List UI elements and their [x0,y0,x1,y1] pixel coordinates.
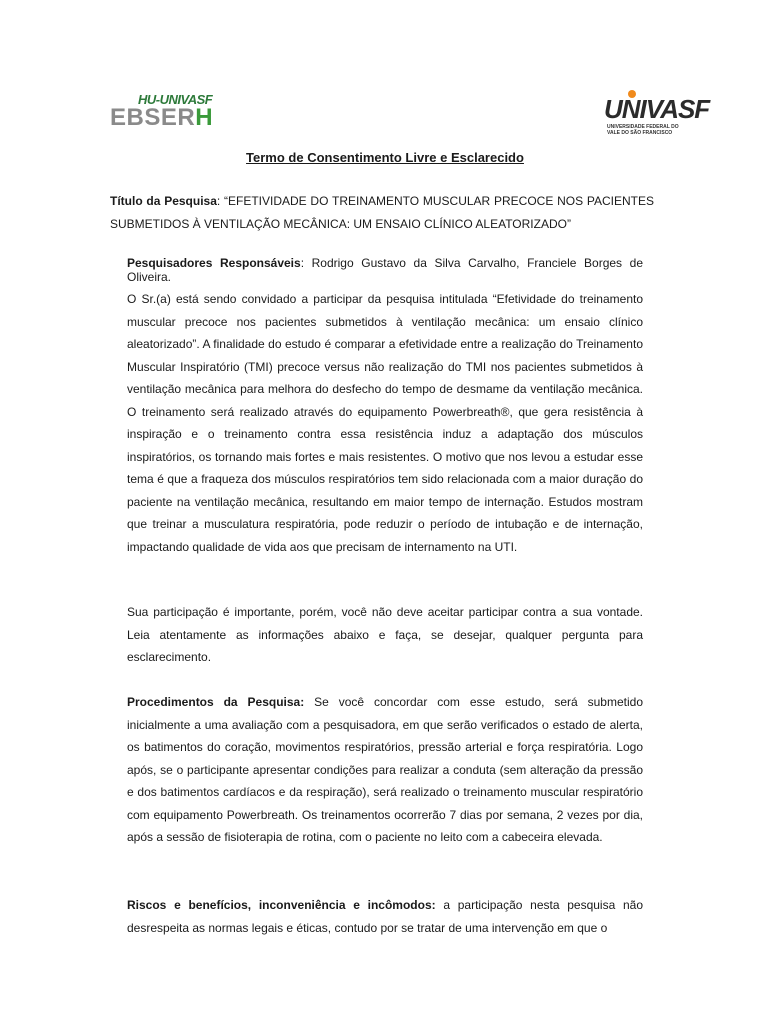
research-title: Título da Pesquisa: “EFETIVIDADE DO TREINAMENTO MUSCULAR PRECOCE NOS PACIENTES SUBMETIDOS À VENTILAÇÃO MECÂNICA: UM ENSAIO CLÍNICO ALEATORIZADO” [110,194,654,231]
researchers: Pesquisadores Responsáveis: Rodrigo Gustavo da Silva Carvalho, Franciele Borges de Oliveira. [127,256,643,284]
logo-left-main: EBSERH [110,104,214,131]
risks-paragraph: Riscos e benefícios, inconveniência e incômodos: a participação nesta pesquisa não desrespeita as normas legais e éticas, contudo por se tratar de uma intervenção em que o [127,898,643,935]
logo-left-top: HU-UNIVASF [138,92,213,107]
logo-right-main: UNIVASF [604,94,710,124]
intro-paragraph: O Sr.(a) está sendo convidado a participar da pesquisa intitulada “Efetividade do treinamento muscular precoce nos pacientes submetidos à ventilação mecânica: um ensaio clínico aleatorizado”. A finalidade do estudo é comparar a efetividade entre a realização do Treinamento Muscular Inspiratório (TMI) precoce versus não realização do TMI nos pacientes submetidos à ventilação mecânica para melhora do desfecho do tempo de desmame da ventilação mecânica. O treinamento será realizado através do equipamento Powerbreath®, que gera resistência à inspiração e o treinamento contra essa resistência induz a adaptação dos músculos inspiratórios, os tornando mais fortes e mais resistentes. O motivo que nos levou a estudar esse tema é que a fraqueza dos músculos respiratórios tem sido relacionada com a maior duração do paciente na ventilação mecânica, resultando em maior tempo de internação. Estudos mostram que treinar a musculatura respiratória, pode reduzir o período de intubação e de internação, impactando qualidade de vida aos que precisam de internamento na UTI. [127,292,643,554]
participation-paragraph: Sua participação é importante, porém, você não deve aceitar participar contra a sua vontade. Leia atentamente as informações abaixo e faça, se desejar, qualquer pergunta para esclarecimento. [127,605,643,664]
univasf-logo [604,90,710,140]
ebserh-logo [110,92,214,136]
document-title: Termo de Consentimento Livre e Esclarecido [246,150,524,165]
procedures-paragraph: Procedimentos da Pesquisa: Se você concordar com esse estudo, será submetido inicialmente a uma avaliação com a pesquisadora, em que serão verificados o estado de alerta, os batimentos do coração, movimentos respiratórios, pressão arterial e força respiratória. Logo após, se o participante apresentar condições para realizar a conduta (sem alteração da pressão e dos batimentos cardíacos e da respiração), será realizado o treinamento muscular respiratório com equipamento Powerbreath. Os treinamentos ocorrerão 7 dias por semana, 2 vezes por dia, após a sessão de fisioterapia de rotina, com o paciente no leito com a cabeceira elevada. [127,695,643,844]
logo-right-sub: UNIVERSIDADE FEDERAL DO VALE DO SÃO FRANCISCO [607,124,679,136]
